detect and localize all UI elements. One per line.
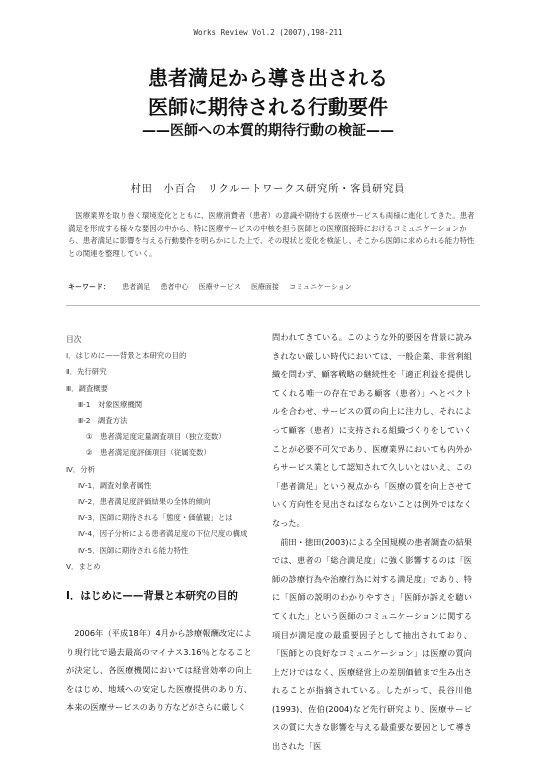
toc-item: Ⅲ-2 調査方法 [78, 416, 128, 426]
toc-item: Ⅳ-3．医師に期待される「態度・価値観」とは [78, 513, 233, 523]
keyword: 患者中心 [160, 283, 189, 291]
toc-item: Ⅲ．調査概要 [66, 383, 109, 393]
paragraph: 問われてきている。このような外的要因を背景に読みきれない厳しい時代においては、一般企業、非営利組織を問わず、顧客戦略の継続性を「適正利益を提供してくれる唯一の存在である顧客（患者）」へとベクトルを合わせ、サービスの質の向上に注力し、それによって顧客（患者）に支持される組織づくりをしていくことが必要不可欠であり、医療業界においても内外からサービス業として認知されて久しいとはいえ、この「患者満足」という視点から「医療の質を向上させていく方向性を見出さねばならないことは例外ではなくなった。 [272, 332, 472, 528]
toc-title: 目次 [66, 335, 82, 344]
journal-header: Works Review Vol.2 (2007),198-211 [193, 28, 343, 37]
table-of-contents [66, 332, 252, 575]
toc-item: Ⅱ．先行研究 [66, 367, 107, 377]
divider [66, 305, 480, 306]
keywords [68, 282, 478, 292]
toc-item: Ⅲ-1 対象医療機関 [78, 399, 143, 409]
paper-title-line1: 患者満足から導き出される [148, 66, 388, 90]
toc-item: Ⅳ-1．調査対象者属性 [78, 480, 152, 490]
body-text-right [272, 328, 472, 756]
toc-item: Ⅳ-2．患者満足度評価結果の全体的傾向 [78, 497, 211, 507]
toc-item: Ⅳ．分析 [66, 464, 95, 474]
keywords-label: キーワード： [68, 283, 110, 291]
author-line: 村田 小百合 リクルートワークス研究所・客員研究員 [130, 184, 406, 195]
toc-item: Ⅳ-4．因子分析による患者満足度の下位尺度の構成 [78, 529, 248, 539]
section-heading: Ⅰ．はじめに——背景と本研究の目的 [66, 590, 238, 602]
body-text-left: 2006年（平成18年）4月から診療報酬改定により現行比で過去最高のマイナス3.16％となることが決定し、各医療機関においては経営効率の向上をはじめ、地域への安定した医療提供のあり方、本来の医療サービスのあり方などがさらに厳しく [66, 628, 252, 713]
keyword: 医療サービス [198, 283, 241, 291]
keyword: 患者満足 [122, 283, 151, 291]
abstract: 医療業界を取り巻く環境変化とともに、医療消費者（患者）の意識や期待する医療サービスも両様に進化してきた。患者満足を形成する様々な要因の中から、特に医療サービスの中核を担う医師との医療面接時におけるコミュニケーションから、患者満足に影響を与える行動要件を明らかにした上で、その現状と変化を検証し、そこから医師に求められる能力特性との関連を整理していく。 [68, 211, 475, 258]
keyword: コミュニケーション [289, 283, 352, 291]
toc-item: Ⅰ．はじめに——背景と本研究の目的 [66, 351, 187, 361]
paragraph: 前田・徳田(2003)による全国規模の患者調査の結果では、患者の「総合満足度」に強く影響するのは「医師の診療行為や治療行為に対する満足度」であり、特に「医師の説明のわかりやすさ」「医師が訴えを聴いてくれた」という医師のコミュニケーションに関する項目が満足度の最重要因子として抽出されており、「医師との良好なコミュニケーション」は医療の質向上だけではなく、医療経営上の差別価値まで生み出されることが指摘されている。したがって、長谷川他(1993)、佐伯(2004)など先行研究より、医療サービスの質に大きな影響を与える最重要な要因として導き出された「医 [272, 536, 472, 752]
toc-item: Ⅴ．まとめ [66, 561, 101, 571]
toc-item: Ⅳ-5．医師に期待される能力特性 [78, 545, 189, 555]
keyword: 医療面接 [250, 283, 279, 291]
toc-item: ① 患者満足度定量調査項目（独立変数） [86, 432, 226, 442]
paper-title-line2: 医師に期待される行動要件 [148, 95, 388, 119]
paper-subtitle: ——医師への本質的期待行動の検証—— [142, 123, 394, 139]
toc-item: ② 患者満足度評価項目（従属変数） [86, 448, 211, 458]
